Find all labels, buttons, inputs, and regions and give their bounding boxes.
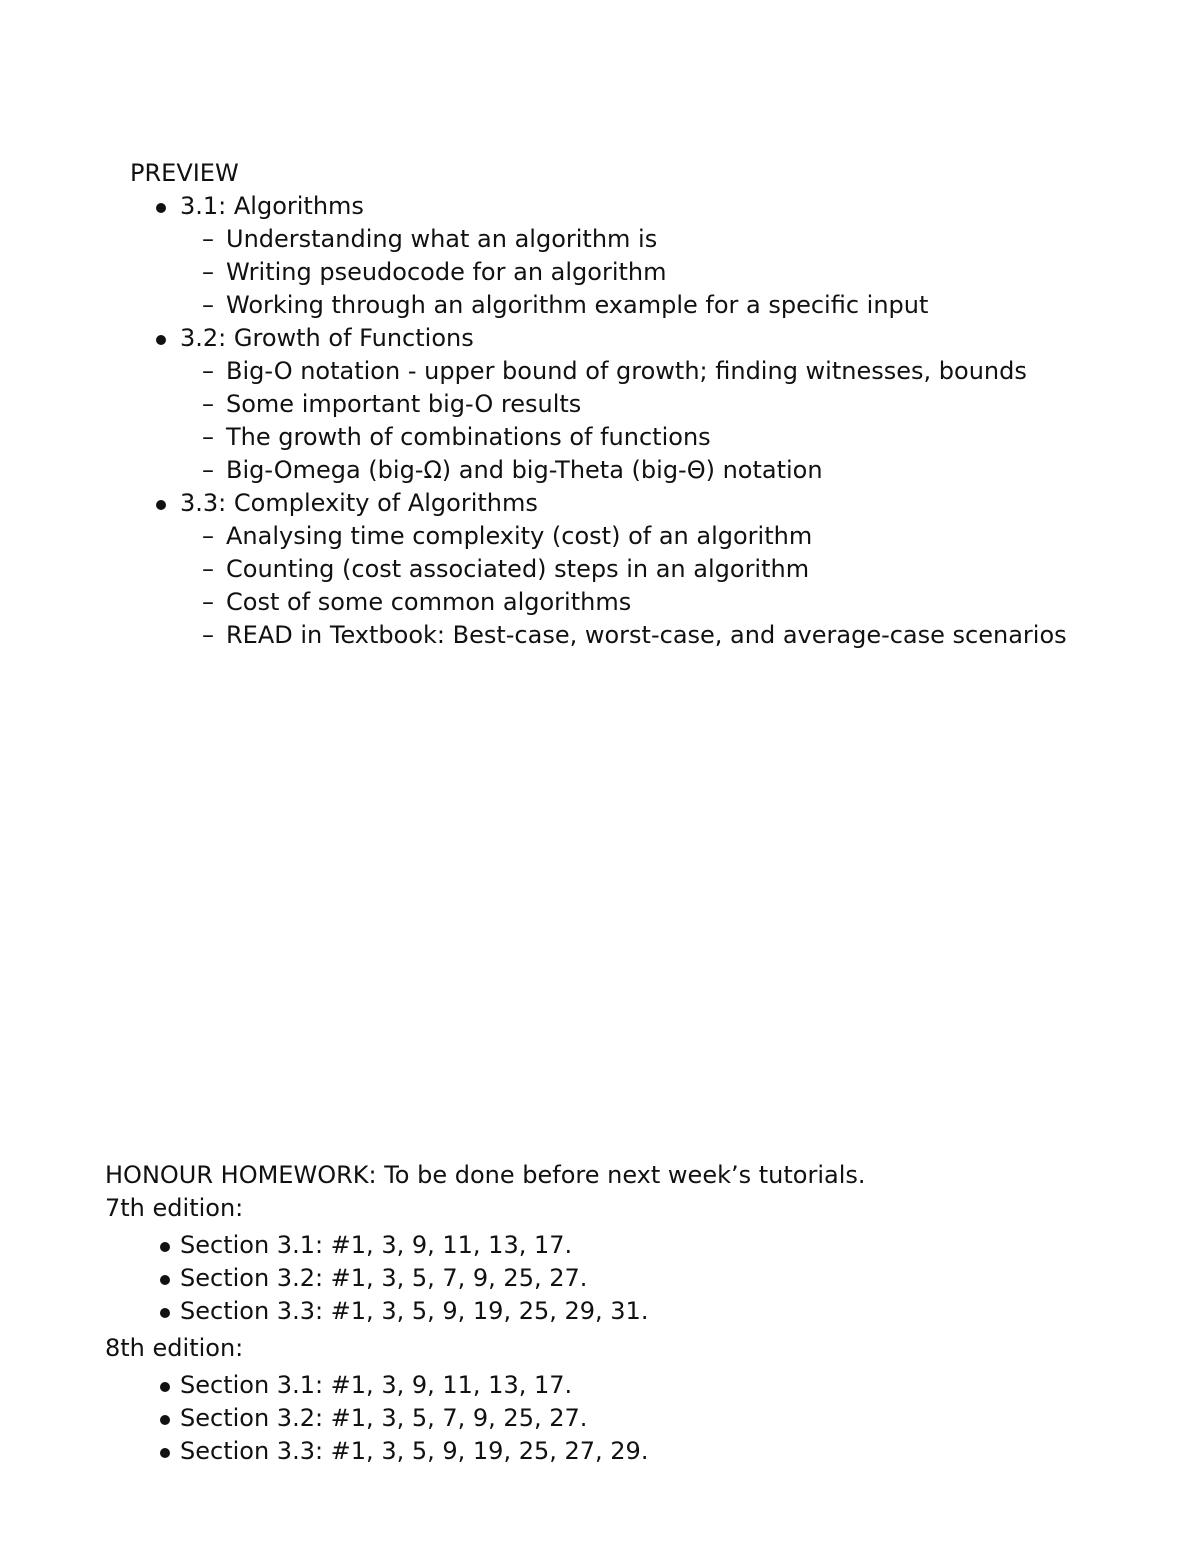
subtopic-label: Cost of some common algorithms — [226, 588, 632, 616]
subtopic-list — [180, 355, 1170, 487]
subtopic-label: Some important big-O results — [226, 390, 582, 418]
preview-title: PREVIEW — [130, 159, 239, 187]
subtopic-item — [180, 520, 1170, 553]
dash-icon: – — [202, 588, 214, 616]
homework-section — [105, 1159, 1145, 1472]
subtopic-item — [180, 553, 1170, 586]
subtopic-label: Counting (cost associated) steps in an algorithm — [226, 555, 810, 583]
subtopic-label: Working through an algorithm example for a specific input — [226, 291, 929, 319]
dash-icon: – — [202, 555, 214, 583]
bullet-icon — [156, 203, 166, 213]
exercise-label: Section 3.3: #1, 3, 5, 9, 19, 25, 29, 31. — [180, 1297, 649, 1325]
exercise-list — [105, 1229, 1145, 1328]
bullet-icon — [160, 1275, 170, 1285]
preview-section — [130, 156, 1170, 652]
exercise-label: Section 3.1: #1, 3, 9, 11, 13, 17. — [180, 1371, 573, 1399]
bullet-icon — [160, 1242, 170, 1252]
dash-icon: – — [202, 456, 214, 484]
bullet-icon — [160, 1448, 170, 1458]
dash-icon: – — [202, 522, 214, 550]
dash-icon: – — [202, 423, 214, 451]
exercise-list — [105, 1369, 1145, 1468]
dash-icon: – — [202, 621, 214, 649]
homework-title: HONOUR HOMEWORK: To be done before next week’s tutorials. — [105, 1161, 866, 1189]
dash-icon: – — [202, 390, 214, 418]
exercise-item — [105, 1262, 1145, 1295]
edition-label: 7th edition: — [105, 1194, 244, 1222]
subtopic-item — [180, 421, 1170, 454]
topic-item — [130, 190, 1170, 322]
edition-label: 8th edition: — [105, 1334, 244, 1362]
exercise-label: Section 3.3: #1, 3, 5, 9, 19, 25, 27, 29. — [180, 1437, 649, 1465]
topic-label: 3.2: Growth of Functions — [180, 324, 474, 352]
exercise-item — [105, 1295, 1145, 1328]
topic-item — [130, 322, 1170, 487]
subtopic-label: Big-O notation - upper bound of growth; finding witnesses, bounds — [226, 357, 1027, 385]
dash-icon: – — [202, 258, 214, 286]
subtopic-item — [180, 256, 1170, 289]
preview-topic-list — [130, 190, 1170, 652]
subtopic-label: Understanding what an algorithm is — [226, 225, 658, 253]
subtopic-item — [180, 289, 1170, 322]
exercise-item — [105, 1402, 1145, 1435]
bullet-icon — [160, 1415, 170, 1425]
topic-label: 3.1: Algorithms — [180, 192, 364, 220]
exercise-label: Section 3.2: #1, 3, 5, 7, 9, 25, 27. — [180, 1264, 588, 1292]
subtopic-list — [180, 520, 1170, 652]
subtopic-item — [180, 388, 1170, 421]
subtopic-label: Big-Omega (big-Ω) and big-Theta (big-Θ) notation — [226, 456, 823, 484]
bullet-icon — [160, 1308, 170, 1318]
subtopic-label: Writing pseudocode for an algorithm — [226, 258, 667, 286]
topic-label: 3.3: Complexity of Algorithms — [180, 489, 538, 517]
subtopic-item — [180, 454, 1170, 487]
exercise-item — [105, 1435, 1145, 1468]
subtopic-item — [180, 586, 1170, 619]
exercise-item — [105, 1229, 1145, 1262]
dash-icon: – — [202, 291, 214, 319]
subtopic-item — [180, 619, 1170, 652]
subtopic-label: The growth of combinations of functions — [226, 423, 711, 451]
subtopic-label: READ in Textbook: Best-case, worst-case, and average-case scenarios — [226, 621, 1067, 649]
subtopic-item — [180, 355, 1170, 388]
dash-icon: – — [202, 225, 214, 253]
topic-item — [130, 487, 1170, 652]
dash-icon: – — [202, 357, 214, 385]
bullet-icon — [156, 335, 166, 345]
bullet-icon — [160, 1382, 170, 1392]
bullet-icon — [156, 500, 166, 510]
exercise-label: Section 3.1: #1, 3, 9, 11, 13, 17. — [180, 1231, 573, 1259]
subtopic-list — [180, 223, 1170, 322]
subtopic-item — [180, 223, 1170, 256]
exercise-label: Section 3.2: #1, 3, 5, 7, 9, 25, 27. — [180, 1404, 588, 1432]
subtopic-label: Analysing time complexity (cost) of an algorithm — [226, 522, 813, 550]
exercise-item — [105, 1369, 1145, 1402]
